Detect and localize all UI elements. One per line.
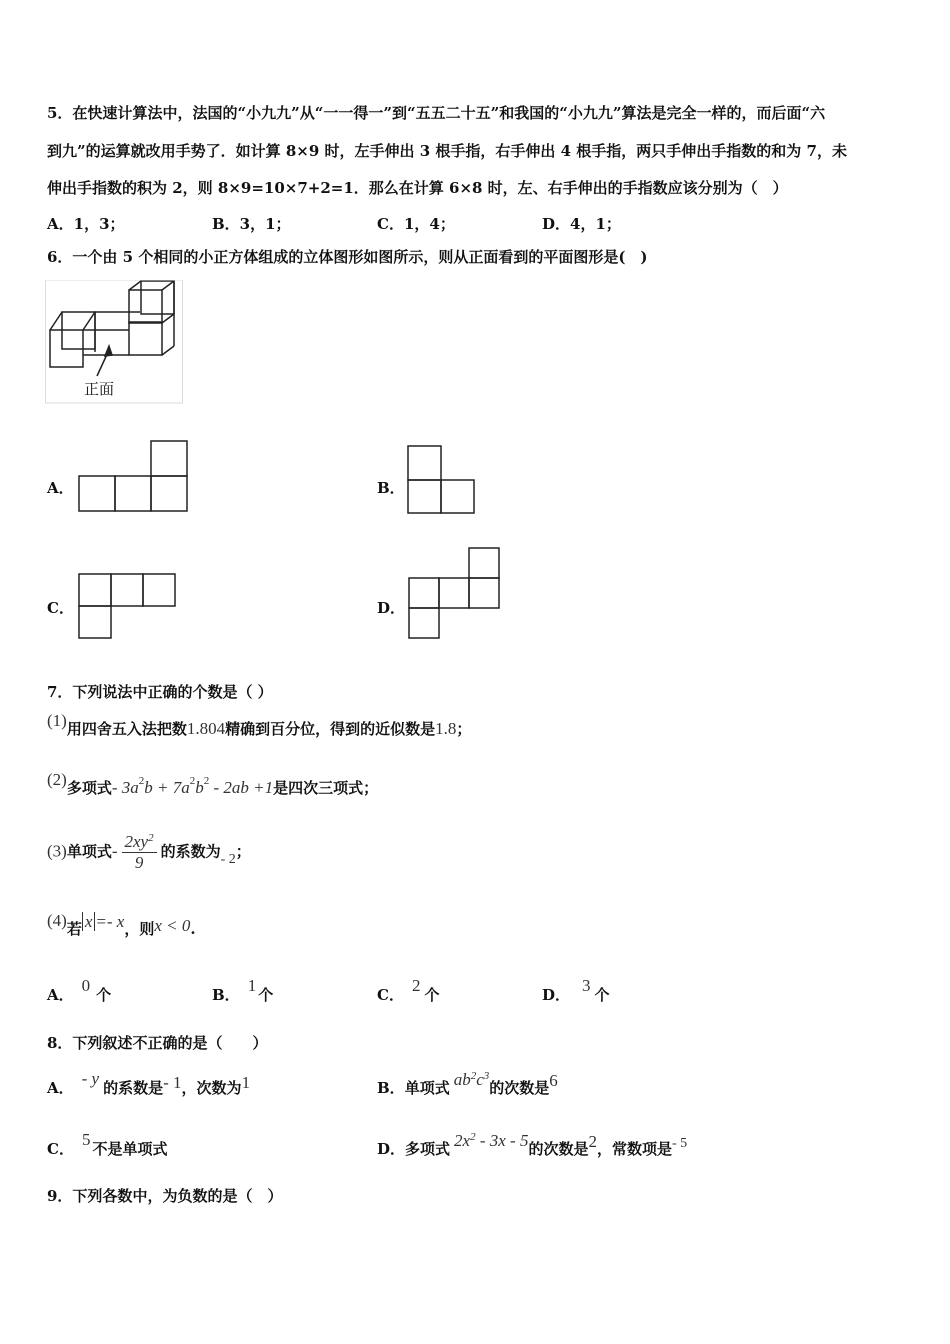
q8-option-b-monomial [454,1070,490,1089]
q7-s3-value: - 2 [220,851,236,867]
q7-s2-expr-c: b [195,778,204,797]
q7-s4-condition: x < 0 [154,916,191,935]
q8-option-b-m1: ab [453,1070,471,1089]
q5-line-3: 伸出手指数的积为 2，则 8×9=10×7+2=1．那么在计算 6×8 时，左、右手伸出的手指数应该分别为（ ） [47,179,788,197]
q7-s2-expr-b: b + 7a [144,778,190,797]
q8-option-a-text1: 的系数是 [103,1079,164,1097]
q7-s1-text1: 用四舍五入法把数 [66,720,187,738]
q7-option-a-unit: 个 [96,986,112,1004]
q5-option-a: A．1，3； [47,215,125,233]
q5-option-c: C．1，4； [377,215,455,233]
q8-option-d-p1: 2x [454,1131,471,1150]
q7-statement-3 [47,832,251,873]
q7-s3-exp: 2 [148,832,154,844]
q7-option-b-label: B． [212,986,240,1004]
q8-option-d-e1: 2 [470,1131,476,1143]
q7-s2-expr-d: - 2ab +1 [209,778,274,797]
q7-s2-no: (2) [47,770,67,789]
q7-s4-text1: 若 [66,920,82,938]
q7-s1-no: (1) [47,711,67,730]
q7-s1-value1: 1.804 [186,719,226,738]
q7-s4-text2: ，则 [124,920,155,938]
q7-option-b-unit: 个 [258,986,274,1004]
q8-option-d-p2: - 3x - 5 [475,1131,529,1150]
q8-option-d-degree: 2 [588,1132,597,1151]
q8-option-d [377,1131,688,1159]
q7-option-a [47,976,112,1005]
q7-option-d [542,976,610,1005]
q7-s3-text1: 单项式 [66,842,112,861]
q8-option-b-e1: 2 [470,1070,477,1082]
q8-option-a-coef: - 1 [163,1073,182,1092]
q8-option-c-value: 5 [81,1130,91,1149]
q7-s3-text3: ； [235,842,251,861]
q7-option-b [212,976,274,1005]
q7-s2-expr-a: - 3a [111,778,139,797]
q6-front-label: 正面 [84,380,115,398]
q8-option-b-text1: 单项式 [404,1079,450,1097]
q8-option-d-text1: 多项式 [405,1140,451,1158]
q7-s2-exp-2: 2 [189,775,196,787]
q8-option-d-poly [454,1131,528,1150]
q8-option-b-label: B． [377,1079,405,1097]
q8-option-a-text2: ，次数为 [181,1079,242,1097]
q7-option-a-value: 0 [81,976,91,995]
q7-option-c-label: C． [377,986,404,1004]
q7-s2-exp-3: 2 [203,775,210,787]
q8-option-a-expr: - y [81,1069,100,1088]
q7-s1-value2: 1.8 [435,719,457,738]
q7-s4-text3: . [190,920,196,938]
q7-statement-2 [47,770,379,798]
q6-option-a-label: A． [47,479,74,497]
q8-option-d-constant: - 5 [671,1136,688,1151]
q7-s3-no: (3) [47,841,67,861]
q8-option-a-degree: 1 [241,1073,251,1092]
q8-option-c [47,1130,168,1159]
q7-s4-abs [82,912,124,931]
q6-option-b-figure [405,443,477,517]
q8-option-d-text2: 的次数是 [528,1140,589,1158]
q8-option-d-label: D． [377,1140,406,1158]
q7-stem: 7．下列说法中正确的个数是（ ） [47,683,273,701]
q7-s3-fraction [122,832,157,873]
q5-option-d: D．4，1； [542,215,621,233]
q7-option-d-unit: 个 [594,986,610,1004]
q7-s2-text2: 是四次三项式； [273,779,379,797]
q7-statement-4 [47,911,196,939]
q6-option-d-figure [406,546,502,640]
q8-stem: 8．下列叙述不正确的是（ ） [47,1034,268,1052]
q7-option-b-value: 1 [247,976,257,995]
q5-line-1: 5．在快速计算法中，法国的“小九九”从“一一得一”到“五五二十五”和我国的“小九九”算法是完全一样的，而后面“六 [47,104,826,122]
q5-option-b: B．3，1； [212,215,291,233]
q7-option-d-label: D． [542,986,571,1004]
q9-stem: 9．下列各数中，为负数的是（ ） [47,1187,283,1205]
q7-option-c-value: 2 [411,976,421,995]
q8-option-c-text: 不是单项式 [92,1140,168,1158]
q6-option-a-figure [76,438,190,516]
q7-option-c [377,976,440,1005]
q6-option-d-label: D． [377,599,406,617]
q6-option-c-figure [76,571,180,641]
q7-s2-text1: 多项式 [66,779,112,797]
q7-s2-exp-1: 2 [138,775,145,787]
q7-s4-equation: =- x [95,912,125,931]
q8-option-b-text2: 的次数是 [489,1079,550,1097]
q8-option-d-text3: ，常数项是 [596,1140,672,1158]
q7-option-c-unit: 个 [424,986,440,1004]
q6-option-c-label: C． [47,599,74,617]
q8-option-b-e2: 3 [483,1070,490,1082]
q7-s3-text2: 的系数为 [160,842,221,861]
q7-s4-abs-x: x [82,912,96,931]
q7-s3-neg: - [111,841,118,861]
q7-s1-text3: ； [456,720,472,738]
q8-option-a-label: A． [47,1079,74,1097]
q7-statement-1 [47,711,472,739]
q6-option-b-label: B． [377,479,405,497]
q8-option-a [47,1069,251,1098]
q5-line-2: 到九”的运算就改用手势了．如计算 8×9 时，左手伸出 3 根手指，右手伸出 4 根手指，两只手伸出手指数的和为 7，未 [47,142,847,160]
q8-option-c-label: C． [47,1140,74,1158]
q7-s3-numerator: 2xy [124,832,149,851]
q7-option-d-value: 3 [582,976,591,995]
q8-option-b-degree: 6 [549,1071,558,1090]
q7-s4-no: (4) [47,911,67,930]
q7-s1-text2: 精确到百分位，得到的近似数是 [225,720,436,738]
q8-option-b-m2: c [476,1070,484,1089]
q7-s3-denominator: 9 [134,853,144,872]
q6-stem: 6．一个由 5 个相同的小正方体组成的立体图形如图所示，则从正面看到的平面图形是( ) [47,248,648,266]
q8-option-b [377,1070,558,1098]
q7-option-a-label: A． [47,986,74,1004]
